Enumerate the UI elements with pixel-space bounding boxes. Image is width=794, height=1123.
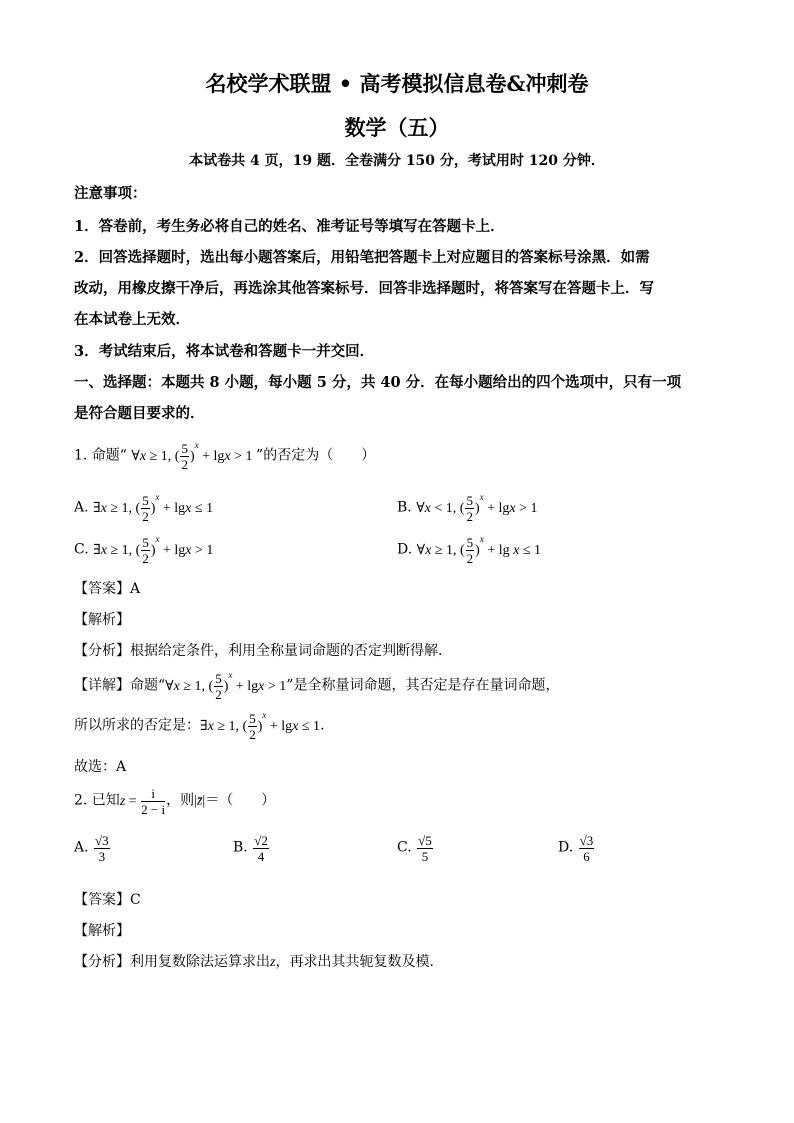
q1-option-c[interactable]: C. ∃x ≥ 1, ( $\frac{5}{2}$ )$^x$ + lgx > 1 (74, 534, 214, 566)
notice-item-2-line-3: 在本试卷上无效． (74, 311, 190, 328)
q1-fenxi: 【分析】根据给定条件，利用全称量词命题的否定判断得解. (74, 643, 443, 659)
notice-heading: 注意事项： (74, 185, 147, 202)
q2-option-a[interactable]: A. $\frac{√3}{3}$ (74, 833, 109, 864)
q2-option-b-label: B. (233, 839, 248, 856)
q2-analysis: 【解析】 (74, 923, 130, 939)
q1-answer: 【答案】A (74, 581, 141, 597)
q1-option-b-label: B. (397, 499, 412, 516)
q2-option-a-label: A. (74, 839, 89, 856)
q1-option-d[interactable]: D. ∀x ≥ 1, ( $\frac{5}{2}$ )$^x$ + lg x ≤ 1 (397, 534, 542, 566)
notice-item-2-line-1: 2．回答选择题时，选出每小题答案后，用铅笔把答题卡上对应题目的答案标号涂黑．如需 (74, 249, 650, 266)
q1-prefix: 1. 命题“ (74, 447, 127, 464)
q1-formula: ∀x ≥ 1, ( $\frac{5}{2}$ )$^x$ + lgx > 1 (131, 440, 257, 472)
q2-option-b[interactable]: B. $\frac{√2}{4}$ (233, 833, 268, 864)
q2-option-d[interactable]: D. $\frac{√3}{6}$ (558, 833, 594, 864)
q1-option-a[interactable]: A. ∃x ≥ 1, ( $\frac{5}{2}$ )$^x$ + lgx ≤ 1 (74, 492, 214, 524)
q1-xiangjie-prefix: 【详解】命题“ (74, 677, 166, 694)
q1-option-b[interactable]: B. ∀x < 1, ( $\frac{5}{2}$ )$^x$ + lgx > 1 (397, 492, 538, 524)
notice-item-1-text: 1．答卷前，考生务必将自己的姓名、准考证号等填写在答题卡上． (74, 218, 505, 235)
q2-option-c[interactable]: C. $\frac{√5}{5}$ (397, 833, 432, 864)
q1-conclusion: 所以所求的否定是：∃x ≥ 1, ( $\frac{5}{2}$ )$^x$ + lgx ≤ 1. (74, 710, 325, 742)
q2-prefix: 2. 已知 (74, 792, 120, 809)
q2-option-d-label: D. (558, 839, 574, 856)
q2-middle: ，则 (166, 792, 195, 809)
q2-fenxi-suffix: ，再求出其共轭复数及模. (275, 954, 434, 970)
q1-xiangjie: 【详解】命题“∀x ≥ 1, ( $\frac{5}{2}$ )$^x$ + lgx > 1”是全称量词命题，其否定是存在量词命题， (74, 670, 560, 702)
q1-analysis: 【解析】 (74, 612, 130, 628)
q1-xiangjie-suffix: ”是全称量词命题，其否定是存在量词命题， (286, 677, 560, 694)
section-1-line-2: 是符合题目要求的． (74, 405, 205, 422)
q2-stem: 2. 已知z = $\frac{i}{2 - i}$ ，则|z̄|＝（ ） (74, 786, 276, 817)
notice-item-2-line-2: 改动，用橡皮擦干净后，再选涂其他答案标号．回答非选择题时，将答案写在答题卡上．写 (74, 280, 654, 297)
q2-suffix: ＝（ ） (205, 792, 276, 809)
q1-option-c-label: C. (74, 541, 89, 558)
q1-option-a-label: A. (74, 499, 89, 516)
q1-option-d-label: D. (397, 541, 413, 558)
q2-fenxi-prefix: 【分析】利用复数除法运算求出 (74, 954, 270, 970)
notice-item-1 (74, 215, 505, 236)
q1-conclusion-prefix: 所以所求的否定是： (74, 717, 200, 734)
q1-conclusion-suffix: . (320, 717, 325, 734)
page-title: 名校学术联盟 • 高考模拟信息卷&冲刺卷 (205, 71, 589, 96)
q2-option-c-label: C. (397, 839, 412, 856)
q2-fenxi: 【分析】利用复数除法运算求出z，再求出其共轭复数及模. (74, 954, 434, 970)
page-subtitle: 数学（五） (344, 115, 450, 140)
q1-suffix: ”的否定为（ ） (256, 447, 376, 464)
q1-choose: 故选：A (74, 759, 127, 775)
section-1-line-1: 一、选择题：本题共 8 小题，每小题 5 分，共 40 分．在每小题给出的四个选项中，只有一项 (74, 374, 682, 391)
q1-stem (74, 442, 375, 471)
exam-info: 本试卷共 4 页，19 题．全卷满分 150 分，考试用时 120 分钟． (189, 153, 605, 169)
q2-answer: 【答案】C (74, 892, 141, 908)
notice-item-3: 3．考试结束后，将本试卷和答题卡一并交回． (74, 343, 375, 360)
